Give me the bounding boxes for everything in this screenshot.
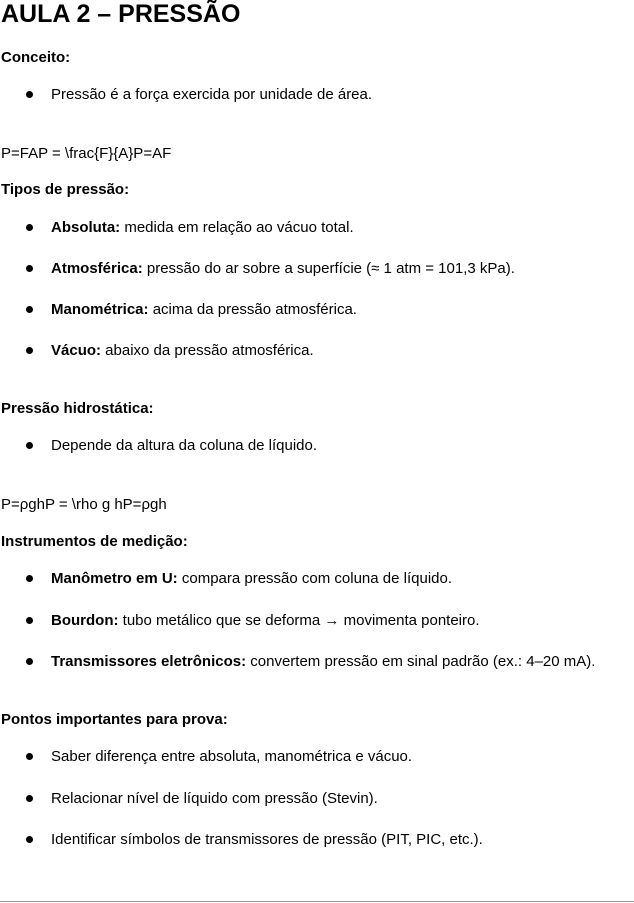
list-item-text: [51, 301, 357, 319]
list-item-description: medida em relação ao vácuo total.: [120, 219, 354, 236]
bullet-icon: [26, 617, 33, 624]
list-item-description: compara pressão com coluna de líquido.: [177, 570, 453, 587]
list-item-text: Pressão é a força exercida por unidade de área.: [51, 86, 373, 103]
bullet-icon: [26, 795, 33, 802]
section-heading-instrumentos: Instrumentos de medição:: [1, 533, 188, 550]
list-item: [0, 260, 634, 278]
list-item-term: Transmissores eletrônicos:: [51, 653, 247, 670]
list-item: [0, 437, 634, 455]
list-item-text: [51, 342, 314, 360]
list-item-term: Atmosférica:: [51, 260, 143, 277]
list-item-text: Depende da altura da coluna de líquido.: [51, 437, 318, 454]
list-item: [0, 86, 634, 104]
formula-pressure: P=FAP = \frac{F}{A}P=AF: [1, 145, 172, 162]
bullet-icon: [26, 658, 33, 665]
list-item-text: [51, 612, 480, 630]
list-item: [0, 612, 634, 630]
bullet-icon: [26, 442, 33, 449]
list-item: [0, 653, 634, 671]
list-item-term: Manômetro em U:: [51, 570, 178, 587]
list-item: [0, 748, 634, 766]
list-item-term: Bourdon:: [51, 612, 119, 629]
list-item-text: [51, 219, 354, 237]
section-heading-tipos: Tipos de pressão:: [1, 181, 130, 198]
list-item: [0, 219, 634, 237]
list-item-term: Absoluta:: [51, 219, 121, 236]
section-heading-conceito: Conceito:: [1, 49, 71, 66]
list-item-description: pressão do ar sobre a superfície (≈ 1 atm = 101,3 kPa).: [142, 260, 515, 277]
list-item-description: acima da pressão atmosférica.: [148, 301, 357, 318]
bullet-icon: [26, 575, 33, 582]
list-item-term: Manométrica:: [51, 301, 149, 318]
page-title: AULA 2 – PRESSÃO: [1, 0, 241, 28]
list-item: [0, 790, 634, 808]
list-item-text: Relacionar nível de líquido com pressão (Stevin).: [51, 790, 378, 807]
list-item: [0, 342, 634, 360]
formula-hydrostatic: P=ρghP = \rho g hP=ρgh: [1, 496, 167, 513]
bullet-icon: [26, 306, 33, 313]
list-item-description: convertem pressão em sinal padrão (ex.: 4–20 mA).: [246, 653, 596, 670]
list-item-description: abaixo da pressão atmosférica.: [101, 342, 314, 359]
list-item-description: tubo metálico que se deforma → movimenta ponteiro.: [118, 612, 480, 629]
list-item-text: [51, 260, 515, 278]
bullet-icon: [26, 224, 33, 231]
section-heading-pontos: Pontos importantes para prova:: [1, 711, 228, 728]
list-item: [0, 831, 634, 849]
list-item: [0, 570, 634, 588]
bullet-icon: [26, 836, 33, 843]
list-item-text: [51, 570, 452, 588]
section-heading-hidrostatica: Pressão hidrostática:: [1, 400, 154, 417]
list-item: [0, 301, 634, 319]
bullet-icon: [26, 347, 33, 354]
divider: [0, 901, 634, 902]
bullet-icon: [26, 753, 33, 760]
bullet-icon: [26, 91, 33, 98]
bullet-icon: [26, 265, 33, 272]
list-item-text: Saber diferença entre absoluta, manométrica e vácuo.: [51, 748, 413, 765]
list-item-text: [51, 653, 595, 671]
list-item-term: Vácuo:: [51, 342, 102, 359]
list-item-text: Identificar símbolos de transmissores de pressão (PIT, PIC, etc.).: [51, 831, 483, 848]
